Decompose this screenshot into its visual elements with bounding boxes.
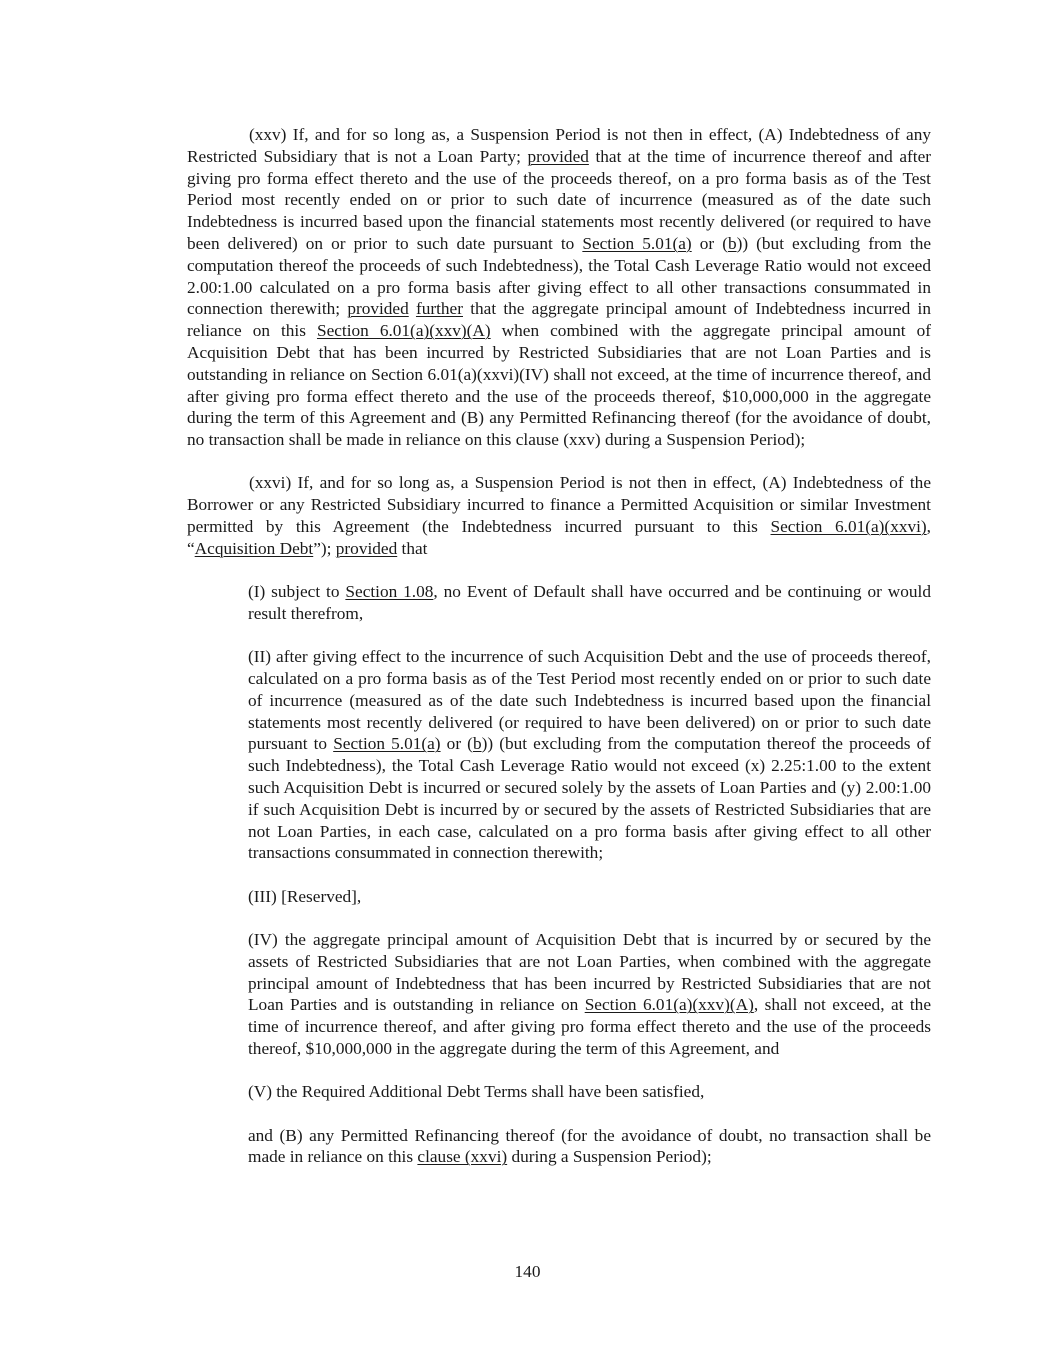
section-reference: b [472,734,482,754]
clause-reference: clause (xxvi) [417,1147,508,1167]
text-run: (I) subject to [248,582,346,602]
page-number: 140 [514,1262,541,1281]
section-reference: b [727,233,737,253]
section-reference: Section 5.01(a) [582,233,692,253]
text-run: (III) [Reserved], [248,886,362,906]
text-run: and (B) any Permitted Refinancing thereof (for the avoidance of doubt, no transaction shall be made in reliance on this [248,1125,931,1167]
text-run: ”); [313,538,336,558]
text-run: when combined with the aggregate principal amount of Acquisition Debt that has been incurred by Restricted Subsidiaries that are not Loan Parties and is outstanding in reliance on Section 6.01(a)(xxvi)(IV) shall not exceed, at the time of incurrence thereof, and after giving pro forma effect thereto and the use of the proceeds thereof, $10,000,000 in the aggregate during the term of this Agreement and (B) any Permitted Refinancing thereof (for the avoidance of doubt, no transaction shall be made in reliance on this clause (xxv) during a Suspension Period); [187,321,931,450]
defined-term-acquisition-debt: Acquisition Debt [194,538,314,558]
defined-term-provided: provided [347,299,409,319]
section-reference: Section 6.01(a)(xxvi) [770,517,927,537]
section-reference: Section 5.01(a) [333,734,441,754]
text-run: or ( [440,734,473,754]
text-run: (IV) the aggregate principal amount of Acquisition Debt that is incurred by or secured by the assets of Restricted Subsidiaries that are not Loan Parties, when combined with the aggregate principal amount of Indebtedness that has been incurred by Restricted Subsidiaries that are not Loan Parties and is outstanding in reliance on [248,930,931,1015]
subclause-ii [248,646,931,864]
defined-term-provided: provided [527,146,589,166]
text-run: , no Event of Default shall have occurred and be continuing or would result therefrom, [248,582,931,623]
subclause-iii [248,886,931,908]
defined-term-provided: provided [335,538,398,558]
text-run: )) (but excluding from the computation thereof the proceeds of such Indebtedness), the Total Cash Leverage Ratio would not exceed 2.00:1.00 calculated on a pro forma basis after giving effect to all other transactions consummated in connection therewith; [187,233,932,319]
clause-xxvi [187,472,931,559]
subclause-i [248,581,931,625]
section-reference: Section 6.01(a)(xxv)(A) [584,995,754,1015]
text-run: that at the time of incurrence thereof and after giving pro forma effect thereto and the use of the proceeds thereof, on a pro forma basis as of the Test Period most recently ended on or prior to such date of incurrence (measured as of the date such Indebtedness is incurred based upon the financial statements most recently delivered (or required to have been delivered) on or prior to such date pursuant to [187,146,931,253]
section-reference: Section 6.01(a)(xxv)(A) [316,321,491,341]
section-reference: Section 1.08 [345,582,434,602]
text-run: or ( [691,233,728,253]
text-run: (xxvi) If, and for so long as, a Suspension Period is not then in effect, (A) Indebtedness of the Borrower or any Restricted Subsidiary incurred to finance a Permitted Acquisition or similar Investment permitted by this Agreement (the Indebtedness incurred pursuant to this [187,473,931,537]
text-run: (xxv) If, and for so long as, a Suspension Period is not then in effect, (A) Indebtedness of any Restricted Subsidiary that is not a Loan Party; [187,125,931,166]
clause-xxv [187,124,931,451]
text-run: , “ [187,517,931,558]
text-run: (II) after giving effect to the incurrence of such Acquisition Debt and the use of proceeds thereof, calculated on a pro forma basis as of the Test Period most recently ended on or prior to such date of incurrence (measured as of the date such Indebtedness is incurred based upon the financial statements most recently delivered (or required to have been delivered) on or prior to such date pursuant to [248,647,931,754]
text-run: during a Suspension Period); [507,1147,712,1167]
subclause-iv [248,929,931,1060]
document-body [187,124,931,1168]
defined-term-further: further [415,299,463,319]
text-run: that the aggregate principal amount of Indebtedness incurred in reliance on this [187,299,931,341]
text-run: (V) the Required Additional Debt Terms shall have been satisfied, [248,1082,705,1102]
subclause-v [248,1081,931,1103]
closing-clause [248,1125,931,1169]
text-run [409,299,416,318]
text-run: )) (but excluding from the computation thereof the proceeds of such Indebtedness), the Total Cash Leverage Ratio would not exceed (x) 2.25:1.00 to the extent such Acquisition Debt is incurred or secured solely by the assets of Loan Parties and (y) 2.00:1.00 if such Acquisition Debt is incurred by or secured by the assets of Restricted Subsidiaries that are not Loan Parties, in each case, calculated on a pro forma basis after giving effect to all other transactions consummated in connection therewith; [248,734,932,863]
text-run: , shall not exceed, at the time of incurrence thereof, and after giving pro forma effect thereto and the use of the proceeds thereof, $10,000,000 in the aggregate during the term of this Agreement, and [248,995,931,1058]
text-run: that [397,538,428,558]
